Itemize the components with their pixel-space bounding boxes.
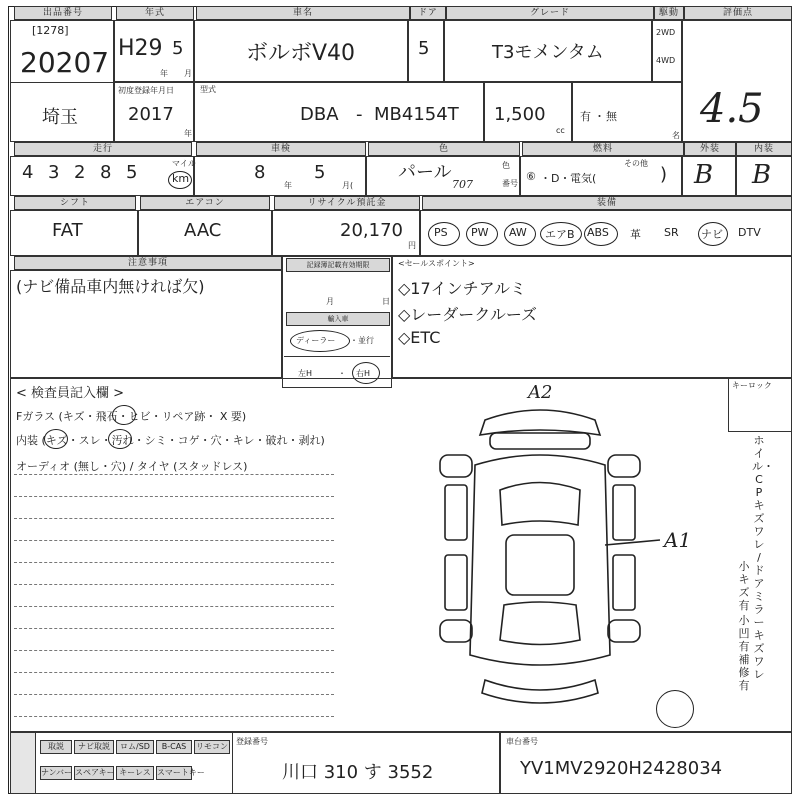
bottom-item: ロム/SD [116,740,154,754]
exterior-grade: B [694,160,714,190]
doors-value: 5 [418,38,430,59]
header-exterior: 外装 [684,142,736,156]
month-mark: 月 [184,69,192,78]
recycle-amount: 20,170 [340,220,403,241]
header-recycle: リサイクル預託金 [274,196,420,210]
header-shift: シフト [14,196,136,210]
first-reg-label: 初度登録年月日 [118,86,174,95]
mileage-digit: 4 [22,162,34,183]
lot-bracket: [1278] [32,24,69,37]
header-doors: ドア [410,6,446,20]
equip-sr: SR [664,226,679,239]
inspector-interior: 内装 (キズ・スレ・汚れ・シミ・コゲ・穴・キレ・破れ・剥れ) [16,434,325,447]
cc-mark: cc [556,126,565,135]
header-record: 記録簿記載有効期限 [286,258,390,272]
aircon-value: AAC [184,220,222,241]
sales-point: ◇17インチアルミ [398,279,527,298]
equip-ps: PS [434,226,448,239]
steering-left: 左H [298,369,313,378]
damage-mark-side: A1 [664,528,692,552]
mileage-digit: 8 [100,162,112,183]
registration-number: 川口 310 す 3552 [282,762,434,783]
year-era: H29 [118,36,163,61]
score-value: 4.5 [700,86,764,132]
header-equipment: 装備 [422,196,792,210]
lot-number: 20207 [20,46,110,79]
inspector-title: < 検査員記入欄 > [16,386,125,401]
header-notes: 注意事項 [14,256,282,270]
type-code: DBA [300,104,339,125]
mileage-digit: 3 [48,162,60,183]
drive-2wd: 2WD [656,28,676,37]
year-mark: 年 [160,69,168,78]
steering-right: 右H [356,369,371,378]
grade-value: T3モメンタム [492,42,604,63]
inspector-glass: Fガラス (キズ・飛石・ヒビ・リペア跡・ X 要) [16,410,247,423]
header-interior: 内装 [736,142,792,156]
location: 埼玉 [42,107,78,128]
aircon-no: 無 [606,110,617,123]
aircon-yes: 有 [580,110,591,123]
header-chassis: 車台番号 [506,737,538,746]
bottom-item: リモコン [194,740,230,754]
sales-point: ◇ETC [398,328,441,347]
fuel-diesel: ・D・ [540,172,571,185]
import-dealer: ディーラー [296,336,336,345]
bottom-item: ナビ取説 [74,740,114,754]
notes-text: (ナビ備品車内無ければ欠) [16,277,205,296]
header-fuel: 燃料 [522,142,684,156]
bottom-item: ナンバー [40,766,72,780]
side-note-scratch: 小キズ有 [738,560,750,612]
sales-label: <セールスポイント> [398,259,475,268]
header-score: 評価点 [684,6,792,20]
drive-4wd: 4WD [656,56,676,65]
fuel-other: その他 [624,159,648,168]
displacement: 1,500 [494,104,546,125]
mileage-unit: km [172,172,190,185]
chassis-number: YV1MV2920H2428034 [520,758,723,779]
side-note-dent: 小凹有 補修有 [738,614,750,692]
header-color: 色 [368,142,520,156]
inspection-cell [194,156,366,196]
equip-aw: AW [509,226,527,239]
interior-grade: B [752,160,772,190]
sales-point: ◇レーダークルーズ [398,305,538,324]
header-aircon: エアコン [140,196,270,210]
bottom-item: スマートキー [156,766,192,780]
first-reg-mark: 年 [184,129,192,138]
fuel-gasoline: ⑥ [526,170,536,183]
bottom-item: B-CAS [156,740,192,754]
inspection-year: 8 [254,162,266,183]
western-year: 2017 [128,104,174,125]
header-model: 車名 [196,6,410,20]
year-month: 5 [172,38,184,59]
import-parallel: ・並行 [350,336,374,345]
bottom-item: スペアキー [74,766,114,780]
header-type: 型式 [200,85,216,94]
header-inspection: 車検 [196,142,366,156]
type-dash: - [356,104,363,125]
equip-dtv: DTV [738,226,761,239]
keylock-label: キーロック [732,381,772,390]
side-note-main: ホイル・CPキズ ワレ / ドアミラーキズ ワレ [752,434,774,681]
header-year: 年式 [116,6,194,20]
header-reg: 登録番号 [236,737,268,746]
mileage-digit: 5 [126,162,138,183]
shift-value: FAT [52,220,83,241]
pin-hole-icon [656,690,694,728]
equip-airbag: エアB [545,228,575,241]
bottom-item: キーレス [116,766,154,780]
inspector-audio: オーディオ (無し・穴) / タイヤ (スタッドレス) [16,460,248,473]
color-name: パール [398,162,452,183]
mileage-digit: 2 [74,162,86,183]
fuel-electric: 電気( [570,172,597,185]
car-diagram [430,395,650,725]
bottom-label-col [10,732,36,794]
model-name: ボルボV40 [246,41,356,66]
damage-mark-top: A2 [528,382,553,403]
header-lot: 出品番号 [14,6,112,20]
model-code: MB4154T [374,104,459,125]
auction-sheet: 出品番号 年式 車名 ドア グレード 駆動 評価点 [1278] 20207 埼玉 H29 5 年 月 ボルボV40 5 T3モメンタム 2WD 4WD 4.5 初度登録年月日 2017 年 型式 DBA - MB4154T 1,500 cc 有 ・ 無 名 走行 車検 色 燃料 外装 内装 4 3 2 8 5 マイル km 8 年 5 月( パール 707 色 番号 ⑥ ・D・ 電気( その他 ) B B シフト エアコン リサイクル預託金 装備 FAT AAC 20,170 円 PS PW AW エアB ABS 革 SR ナビ DTV 注意事項 (ナビ備品車内無ければ欠) 記録簿記載有効期限 月 日 輸入車 ディーラー ・並行 左H ・ 右H <セールスポイント> ◇17インチアルミ ◇レーダークルーズ ◇ETC < 検査員記入欄 > Fガラス (キズ・飛石・ヒビ・リペア跡・ X 要) 内装 (キズ・スレ・汚れ・シミ・コゲ・穴・キレ・破れ・剥れ) オーディオ (無し・穴) / タイヤ (スタッドレス) A2 A1 キーロック ホイル・CPキズ ワレ / ドアミラーキズ ワレ 小キズ有 小凹有 補修有 取説 ナビ取説 ロム/SD B-CAS リモコン ナンバー スペアキー キーレス スマートキー 登録番号 川口 310 す 3552 車台番号 YV1MV2920H2428034 [0,0,800,800]
mileage-unit-alt: マイル [172,159,196,168]
equip-navi: ナビ [701,228,723,241]
header-drive: 駆動 [654,6,684,20]
header-import: 輸入車 [286,312,390,326]
equip-pw: PW [471,226,489,239]
inspection-month: 5 [314,162,326,183]
header-grade: グレード [446,6,654,20]
equip-abs: ABS [587,226,609,239]
header-mileage: 走行 [14,142,192,156]
bottom-item: 取説 [40,740,72,754]
color-code: 707 [452,178,473,191]
equip-leather: 革 [630,228,641,241]
